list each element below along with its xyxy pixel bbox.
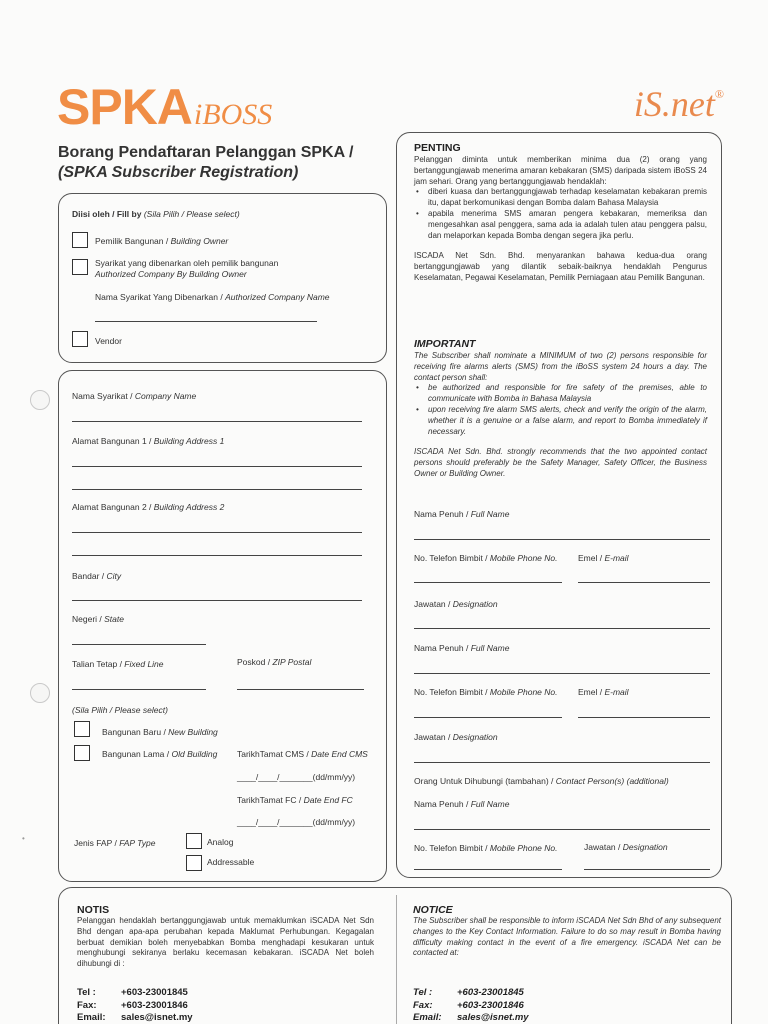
new-building-checkbox[interactable] xyxy=(74,721,90,737)
authorized-company-label-ms: Syarikat yang dibenarkan oleh pemilik bangunan xyxy=(95,258,279,268)
notice-tel: +603-23001845 xyxy=(457,987,524,998)
date-end-fc-label: TarikhTamat FC / Date End FC xyxy=(237,795,353,805)
new-building-label: Bangunan Baru / New Building xyxy=(102,727,218,737)
zip-label: Poskod / ZIP Postal xyxy=(237,657,312,667)
penting-bullet: • diberi kuasa dan bertanggungjawab terhadap keselamatan kebakaran premis itu, dapat berkomunikasi dengan Bomba dalam Bahasa Malaysia xyxy=(414,187,707,209)
date-end-cms-field[interactable]: ____/____/_______(dd/mm/yy) xyxy=(237,772,356,782)
company-details-section xyxy=(58,370,387,882)
additional-mobile-label: No. Telefon Bimbit / Mobile Phone No. xyxy=(414,843,558,853)
notis-heading: NOTIS xyxy=(77,904,110,916)
old-building-checkbox[interactable] xyxy=(74,745,90,761)
important-text: The Subscriber shall nominate a MINIMUM of two (2) persons responsible for receiving fire alarms alerts (SMS) from the iBoSS system 24 hours a day. The contact person shall: • be authorized and responsible for fire safety of the premises, able to communicate with Bomba in Bahasa Malaysia • upon receiving fire alarm SMS alerts, check and verify the origin of the alarm, whether it is a genuine or a false alarm, and report to Bomba immediately if necessary. ISCADA Net Sdn. Bhd. strongly recommends that the two appointed contact persons should preferably be the Safety Manager, Safety Officer, the Business Owner or Building Owner. xyxy=(414,351,707,480)
address1-label: Alamat Bangunan 1 / Building Address 1 xyxy=(72,436,225,446)
fap-type-label: Jenis FAP / FAP Type xyxy=(74,838,156,848)
notice-contacts: Tel : +603-23001845 Fax: +603-23001846 Email: sales@isnet.my xyxy=(413,987,529,1023)
contact2-full-name-label: Nama Penuh / Full Name xyxy=(414,643,510,653)
contact2-full-name-field[interactable] xyxy=(414,673,710,674)
penting-text: Pelanggan diminta untuk memberikan minima dua (2) orang yang bertanggungjawab menerima amaran kebakaran (SMS) daripada sistem iBoSS 24 jam sehari. Orang yang bertanggungjawab hendaklah: • diberi kuasa dan bertanggungjawab terhadap keselamatan kebakaran premis itu, dapat berkomunikasi dengan Bomba dalam Bahasa Malaysia • apabila menerima SMS amaran pengera kebakaran, memeriksa dan mengesahkan asal penggera, sama ada ia adalah tulen atau penggera palsu, dan melaporkan kepada Bomba dengan segera jika perlu. ISCADA Net Sdn. Bhd. menyarankan bahawa kedua-dua orang bertanggungjawab yang dilantik sebaik-baiknya hendaklah Pengurus Keselamatan, Pegawai Keselamatan, Pemilik Perniagaan atau Pemilik Bangunan. xyxy=(414,155,707,284)
building-owner-checkbox[interactable] xyxy=(72,232,88,248)
notis-fax: +603-23001846 xyxy=(121,999,188,1011)
building-type-hint: (Sila Pilih / Please select) xyxy=(72,705,168,715)
contact2-designation-label: Jawatan / Designation xyxy=(414,732,498,742)
logo-spka-text: SPKA xyxy=(57,79,192,135)
important-bullet: • be authorized and responsible for fire safety of the premises, able to communicate with Bomba in Bahasa Malaysia xyxy=(414,383,707,405)
state-field[interactable] xyxy=(72,644,206,645)
addressable-checkbox[interactable] xyxy=(186,855,202,871)
zip-field[interactable] xyxy=(237,689,364,690)
notis-text: Pelanggan hendaklah bertanggungjawab untuk memaklumkan iSCADA Net Sdn Bhd dengan apa-apa perubahan kepada Maklumat Perhubungan. Kegagalan berbuat demikian boleh menyebabkan Bomba menghadapi kesukaran untuk menghubungi sekiranya berlaku kecemasan kebakaran. iSCADA Net boleh dihubungi di : xyxy=(77,916,374,969)
date-end-cms-label: TarikhTamat CMS / Date End CMS xyxy=(237,749,368,759)
authorized-company-name-label: Nama Syarikat Yang Dibenarkan / Authorized Company Name xyxy=(95,292,330,302)
addressable-label: Addressable xyxy=(207,857,255,867)
address1-field-line1[interactable] xyxy=(72,466,362,467)
fixed-line-field[interactable] xyxy=(72,689,206,690)
additional-full-name-field[interactable] xyxy=(414,829,710,830)
contact2-email-field[interactable] xyxy=(578,717,710,718)
additional-contact-label: Orang Untuk Dihubungi (tambahan) / Contact Person(s) (additional) xyxy=(414,776,669,786)
notis-email: sales@isnet.my xyxy=(121,1012,193,1023)
fill-by-label: Diisi oleh / Fill by (Sila Pilih / Please select) xyxy=(72,209,240,219)
date-end-fc-field[interactable]: ____/____/_______(dd/mm/yy) xyxy=(237,817,356,827)
penting-heading: PENTING xyxy=(414,142,461,154)
address1-field-line2[interactable] xyxy=(72,489,362,490)
notis-tel: +603-23001845 xyxy=(121,987,188,998)
address2-field-line2[interactable] xyxy=(72,555,362,556)
city-field[interactable] xyxy=(72,600,362,601)
scan-mark: • xyxy=(22,834,25,843)
address2-field-line1[interactable] xyxy=(72,532,362,533)
building-owner-label: Pemilik Bangunan / Building Owner xyxy=(95,236,229,246)
fixed-line-label: Talian Tetap / Fixed Line xyxy=(72,659,164,669)
important-bullet: • upon receiving fire alarm SMS alerts, check and verify the origin of the alarm, whether it is a genuine or a false alarm, and report to Bomba immediately if necessary. xyxy=(414,405,707,437)
contact1-designation-field[interactable] xyxy=(414,628,710,629)
old-building-label: Bangunan Lama / Old Building xyxy=(102,749,218,759)
contact2-designation-field[interactable] xyxy=(414,762,710,763)
additional-full-name-label: Nama Penuh / Full Name xyxy=(414,799,510,809)
registered-mark: ® xyxy=(714,87,724,101)
company-name-field[interactable] xyxy=(72,421,362,422)
important-heading: IMPORTANT xyxy=(414,338,476,350)
form-subtitle: (SPKA Subscriber Registration) xyxy=(58,164,299,181)
notice-divider xyxy=(396,895,397,1024)
contact2-mobile-label: No. Telefon Bimbit / Mobile Phone No. xyxy=(414,687,558,697)
penting-bullet: • apabila menerima SMS amaran pengera kebakaran, memeriksa dan mengesahkan asal penggera, sama ada ia adalah tulen atau penggera palsu, dan melaporkan kepada Bomba dengan segera jika perlu. xyxy=(414,209,707,241)
notice-email: sales@isnet.my xyxy=(457,1012,529,1023)
vendor-checkbox[interactable] xyxy=(72,331,88,347)
additional-designation-field[interactable] xyxy=(584,869,710,870)
contact1-full-name-label: Nama Penuh / Full Name xyxy=(414,509,510,519)
authorized-company-checkbox[interactable] xyxy=(72,259,88,275)
contact1-mobile-label: No. Telefon Bimbit / Mobile Phone No. xyxy=(414,553,558,563)
authorized-company-label-en: Authorized Company By Building Owner xyxy=(95,269,247,279)
company-name-label: Nama Syarikat / Company Name xyxy=(72,391,197,401)
binder-hole-top xyxy=(30,390,50,410)
notice-text: The Subscriber shall be responsible to inform iSCADA Net Sdn Bhd of any subsequent changes to the Key Contact Information. Failure to do so may result in Bomba having difficulty making contact in the event of a fire emergency. iSCADA Net can be contacted at: xyxy=(413,916,721,958)
contact2-mobile-field[interactable] xyxy=(414,717,562,718)
additional-mobile-field[interactable] xyxy=(414,869,562,870)
contact1-email-field[interactable] xyxy=(578,582,710,583)
vendor-label: Vendor xyxy=(95,336,122,346)
authorized-company-name-field[interactable] xyxy=(95,321,317,322)
notis-contacts: Tel : +603-23001845 Fax: +603-23001846 Email: sales@isnet.my xyxy=(77,987,193,1023)
contact1-mobile-field[interactable] xyxy=(414,582,562,583)
contact1-email-label: Emel / E-mail xyxy=(578,553,629,563)
form-title: Borang Pendaftaran Pelanggan SPKA / xyxy=(58,144,354,161)
contact1-full-name-field[interactable] xyxy=(414,539,710,540)
analog-label: Analog xyxy=(207,837,234,847)
binder-hole-bottom xyxy=(30,683,50,703)
analog-checkbox[interactable] xyxy=(186,833,202,849)
city-label: Bandar / City xyxy=(72,571,122,581)
logo-isnet-text: iS.net xyxy=(633,84,715,124)
isnet-logo xyxy=(634,83,724,125)
contact2-email-label: Emel / E-mail xyxy=(578,687,629,697)
state-label: Negeri / State xyxy=(72,614,124,624)
additional-designation-label: Jawatan / Designation xyxy=(584,842,668,852)
logo-iboss-text: iBOSS xyxy=(193,98,273,131)
notice-fax: +603-23001846 xyxy=(457,999,524,1011)
spka-iboss-logo xyxy=(57,78,272,136)
contact1-designation-label: Jawatan / Designation xyxy=(414,599,498,609)
address2-label: Alamat Bangunan 2 / Building Address 2 xyxy=(72,502,225,512)
notice-heading: NOTICE xyxy=(413,904,453,916)
